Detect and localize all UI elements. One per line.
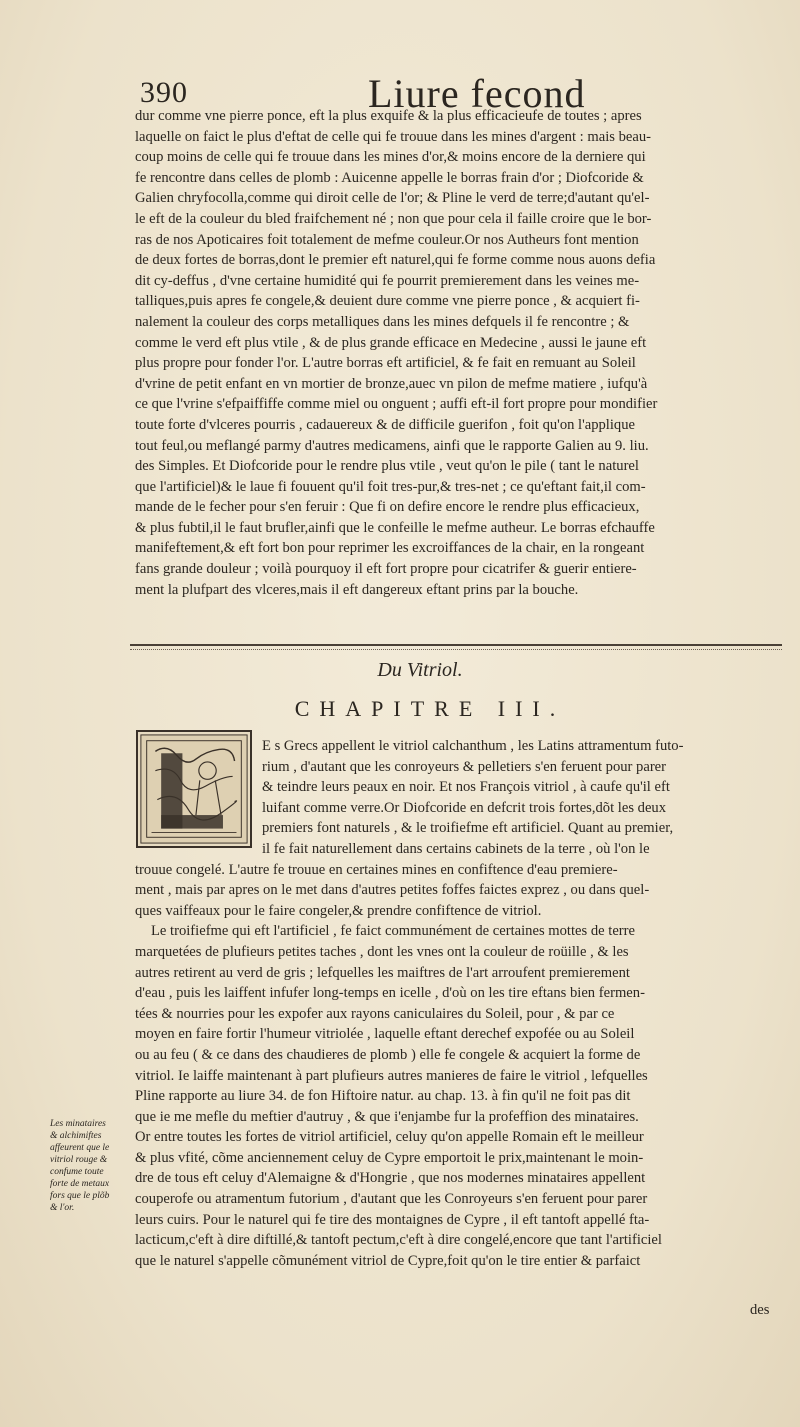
text-line: ment , mais par apres on le met dans d'autres petites foffes faictes exprez , ou dans quel- <box>135 882 650 899</box>
text-line: autres retirent au verd de gris ; lefquelles les maiftres de l'art arroufent premierement <box>135 964 630 981</box>
text-line: Galien chryfocolla,comme qui diroit celle de l'or; & Pline le verd de terre;d'autant qu'el- <box>135 190 650 207</box>
text-line: luifant comme verre.Or Diofcoride en defcrit trois fortes,dõt les deux <box>262 799 667 816</box>
text-line: mande de le fecher pour s'en feruir : Que fi on defire encore le rendre plus efficacieux, <box>135 499 640 516</box>
text-line: nalement la couleur des corps metalliques dans les mines defquels il fe rencontre ; & <box>135 313 630 330</box>
body-text <box>135 106 775 600</box>
text-line: & plus vfité, cõme anciennement celuy de Cypre emportoit le prix,maintenant le moin- <box>135 1149 644 1166</box>
margin-note-line: & l'or. <box>50 1203 75 1213</box>
text-line: moyen en faire fortir l'humeur vitriolée , laquelle eftant derechef expofée ou au Soleil <box>135 1026 635 1043</box>
text-line: coup moins de celle qui fe trouue dans les mines d'or,& moins encore de la derniere qui <box>135 149 646 166</box>
text-line: plus propre pour fonder l'or. L'autre borras eft artificiel, & fe fait en remuant au Soleil <box>135 355 636 372</box>
margin-note-line: Les minataires <box>50 1119 106 1129</box>
chapter-text <box>135 736 775 1271</box>
section-divider-dotted <box>130 649 782 650</box>
margin-note-line: & alchimiftes <box>50 1131 102 1141</box>
text-line: comme le verd eft plus vtile , & de plus grande efficace en Medecine , aussi le jaune eft <box>135 334 647 351</box>
text-line: lacticum,c'eft à dire diftillé,& tantoft pectum,c'eft à dire congelé,encore que tant l'artificiel <box>135 1232 662 1249</box>
text-line: que l'artificiel)& le laue fi fouuent qu'il foit tres-pur,& tres-net ; ce qu'eftant fait,il com- <box>135 478 646 495</box>
text-line: Le troifiefme qui eft l'artificiel , fe faict communément de certaines mottes de terre <box>151 923 636 940</box>
text-line: des Simples. Et Diofcoride pour le rendre plus vtile , veut qu'on le pile ( tant le naturel <box>135 458 639 475</box>
text-line: E s Grecs appellent le vitriol calchanthum , les Latins attramentum futo- <box>262 738 684 754</box>
text-line: d'vrine de petit enfant en vn mortier de bronze,auec vn pilon de mefme matiere , iufqu'à <box>135 375 648 392</box>
text-line: que le naturel s'appelle cõmunément vitriol de Cypre,foit qu'on le tire entier & parfaict <box>135 1252 641 1269</box>
text-line: que ie me mefle du meftier d'autruy , & que i'enjambe fur la profeffion des minataires. <box>135 1108 639 1125</box>
page-number: 390 <box>140 76 188 109</box>
margin-note-line: fors que le plõb <box>50 1191 110 1201</box>
text-line: le eft de la couleur du bled fraifchement né ; non que pour cela il faille croire que le bor- <box>135 210 652 227</box>
text-line: leurs cuirs. Pour le naturel qui fe tire des montaignes de Cypre , il eft tantoft appellé fta- <box>135 1211 650 1228</box>
text-line: dur comme vne pierre ponce, eft la plus exquife & la plus efficacieufe de toutes ; apres <box>135 108 642 124</box>
text-line: tout feul,ou meflangé parmy d'autres medicamens, ainfi que le rapporte Galien au 9. liu. <box>135 437 649 454</box>
text-line: premiers font naturels , & le troifiefme eft artificiel. Quant au premier, <box>262 820 674 837</box>
margin-note-line: forte de metaux <box>50 1179 110 1189</box>
text-line: d'eau , puis les laiffent infufer long-temps en icelle , d'où on les tire eftans bien fermen- <box>135 985 645 1002</box>
text-line: marquetées de plufieurs petites taches , dont les vnes ont la couleur de roüille , & les <box>135 943 629 960</box>
section-title: Du Vitriol. <box>377 659 463 681</box>
text-line: talliques,puis apres fe congele,& deuient dure comme vne pierre ponce , & acquiert fi- <box>135 293 640 310</box>
text-line: & teindre leurs peaux en noir. Et nos François vitriol , à caufe qu'il eft <box>262 779 670 796</box>
catchword: des <box>750 1302 770 1318</box>
text-line: manifeftement,& eft fort bon pour reprimer les excroiffances de la chair, en la rongeant <box>135 540 645 557</box>
text-line: dit cy-deffus , d'vne certaine humidité qui fe pourrit premierement dans les veines me- <box>135 272 640 289</box>
margin-note-line: affeurent que le <box>50 1143 110 1153</box>
text-line: ques vaiffeaux pour le faire congeler,& prendre confiftence de vitriol. <box>135 902 542 919</box>
text-line: dre de tous eft celuy d'Alemaigne & d'Hongrie , que nos modernes minataires appellent <box>135 1170 646 1187</box>
text-line: ou au feu ( & ce dans des chaudieres de plomb ) elle fe congele & acquiert la forme de <box>135 1046 641 1063</box>
text-line: vitriol. Ie laiffe maintenant à part plufieurs autres manieres de faire le vitriol , lefquelles <box>135 1067 648 1084</box>
text-line: couperofe ou atramentum futorium , d'autant que les Conroyeurs s'en feruent pour parer <box>135 1191 648 1208</box>
text-line: fans grande douleur ; voilà pourquoy il eft fort propre pour cicatrifer & guerir entiere- <box>135 561 637 578</box>
margin-note <box>50 1118 128 1214</box>
text-line: de deux fortes de borras,dont le premier eft naturel,qui fe forme comme nous auons defia <box>135 252 656 269</box>
text-line: Or entre toutes les fortes de vitriol artificiel, celuy qu'on appelle Romain eft le meilleur <box>135 1129 644 1146</box>
text-line: toute forte d'vlceres pourris , cadauereux & de difficile guerifon , foit qu'on l'applique <box>135 416 635 433</box>
text-line: ras de nos Apoticaires foit totalement de mefme couleur.Or nos Autheurs font mention <box>135 231 639 248</box>
text-line: tées & nourries pour les expofer aux rayons caniculaires du Soleil, pour , & par ce <box>135 1005 615 1022</box>
text-line: trouue congelé. L'autre fe trouue en certaines mines en confiftence d'eau premiere- <box>135 861 618 878</box>
text-line: & plus fubtil,il le faut brufler,ainfi que le confeille le mefme autheur. Le borras efchauffe <box>135 519 655 536</box>
margin-note-line: confume toute <box>50 1167 104 1177</box>
section-divider <box>130 644 782 646</box>
text-line: il fe fait naturellement dans certains cabinets de la terre , où l'on le <box>262 840 650 857</box>
margin-note-line: vitriol rouge & <box>50 1155 108 1165</box>
text-line: ment la plufpart des vlceres,mais il eft dangereux eftant prins par la bouche. <box>135 581 579 598</box>
chapter-title: CHAPITRE III. <box>294 696 566 721</box>
text-line: rium , d'autant que les conroyeurs & pelletiers s'en feruent pour parer <box>262 758 667 775</box>
text-line: ce que l'vrine s'efpaiffiffe comme miel ou onguent ; auffi eft-il fort propre pour mondifier <box>135 396 658 413</box>
running-head: Liure fecond <box>368 71 586 116</box>
text-line: laquelle on faict le plus d'eftat de celle qui fe trouue dans les mines d'argent : mais beau- <box>135 128 651 145</box>
text-line: Pline rapporte au liure 34. de fon Hiftoire natur. au chap. 13. à fin qu'il ne foit pas dit <box>135 1088 631 1105</box>
text-line: fe rencontre dans celles de plomb : Auicenne appelle le borras frain d'or ; Diofcoride & <box>135 169 644 186</box>
